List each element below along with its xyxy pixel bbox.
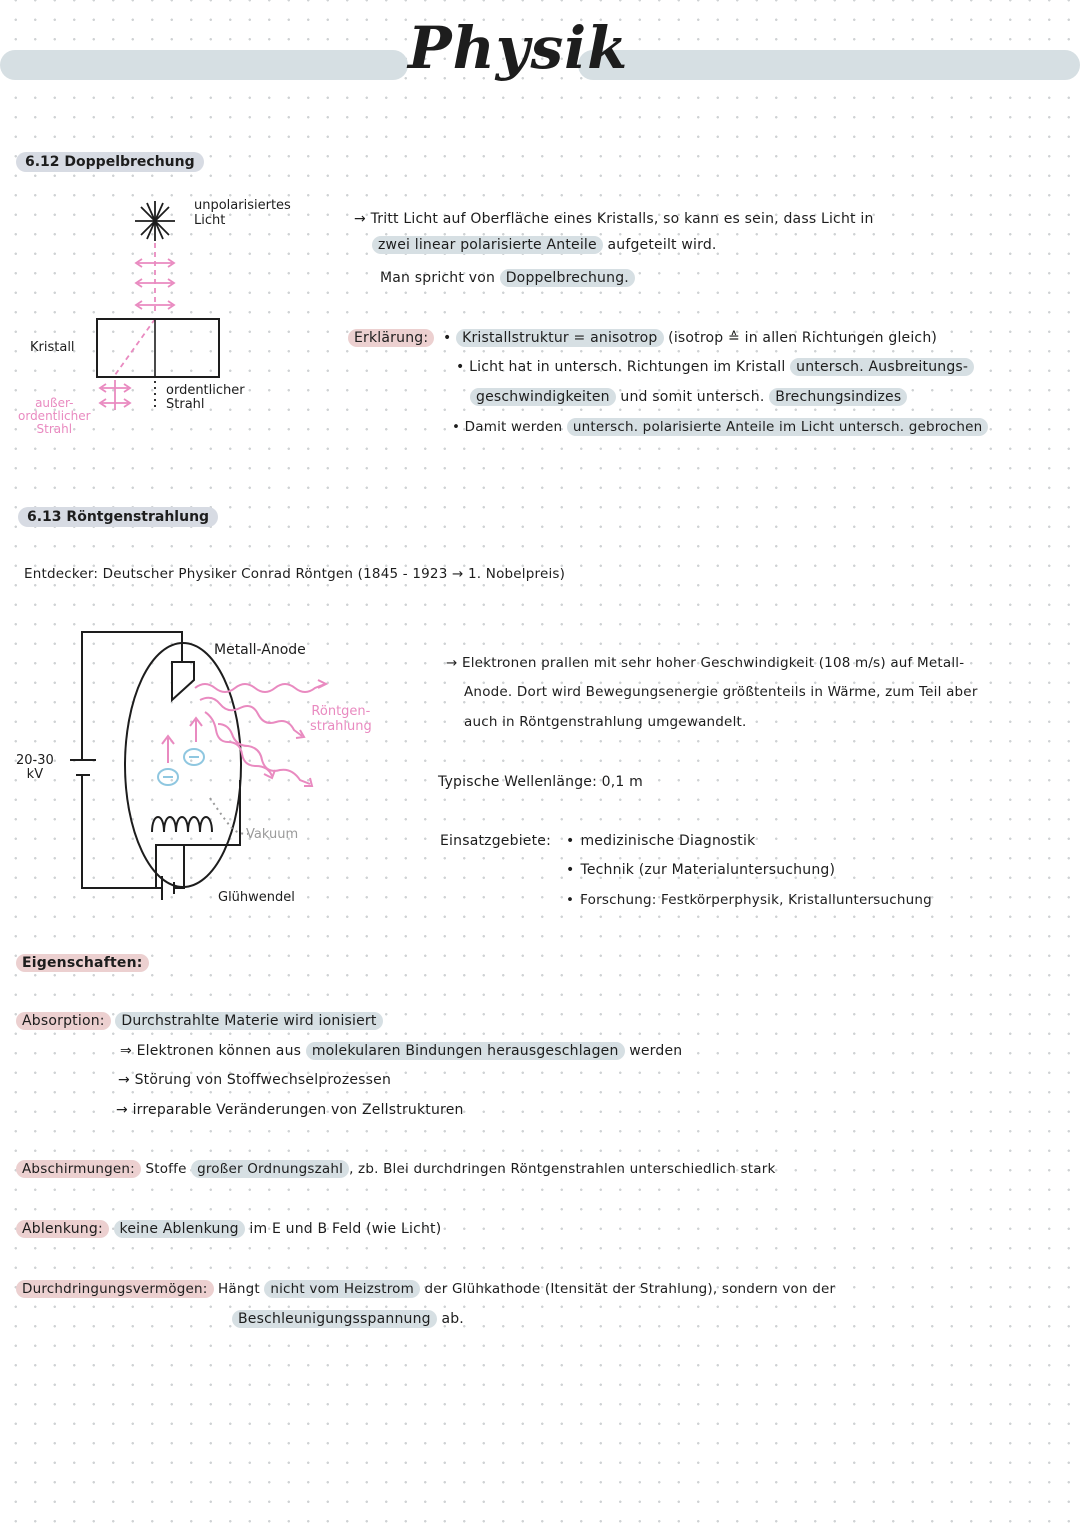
deflection-line: Ablenkung: keine Ablenkung im E und B Feld (wie Licht) [16, 1221, 441, 1237]
wavelength: Typische Wellenlänge: 0,1 m [438, 774, 644, 790]
intro-line-2 [372, 237, 717, 253]
name-line [380, 270, 635, 286]
xray-tube-diagram [0, 620, 420, 910]
crystal-box [97, 319, 219, 377]
shielding-highlight: großer Ordnungszahl [191, 1160, 349, 1178]
explanation-line-4: • Damit werden untersch. polarisierte Anteile im Licht untersch. gebrochen [452, 419, 988, 435]
header-bar-left [0, 50, 408, 80]
anode-label: Metall-Anode [214, 642, 306, 658]
explanation-2-prefix: Licht hat in untersch. Richtungen im Kristall [469, 359, 786, 375]
absorption-consequence-3: → irreparable Veränderungen von Zellstrukturen [116, 1102, 464, 1118]
absorption-consequence-2: → Störung von Stoffwechselprozessen [118, 1072, 392, 1088]
desc-line-1: → Elektronen prallen mit sehr hoher Geschwindigkeit (108 m/s) auf Metall- [446, 655, 965, 671]
explanation-2-mid: und somit untersch. [620, 389, 765, 405]
explanation-3-highlight: untersch. polarisierte Anteile im Licht untersch. gebrochen [567, 418, 989, 436]
deflection-label: Ablenkung: [16, 1220, 109, 1238]
absorption-label: Absorption: [16, 1012, 111, 1030]
explanation-1-highlight: Kristallstruktur = anisotrop [456, 329, 663, 347]
explanation-line-1: Erklärung: • Kristallstruktur = anisotrop (isotrop ≙ in allen Richtungen gleich) [348, 330, 937, 346]
shielding-line: Abschirmungen: Stoffe großer Ordnungszahl , zb. Blei durchdringen Röntgenstrahlen unterschiedlich stark [16, 1161, 776, 1177]
explanation-label: Erklärung: [348, 329, 434, 347]
penetration-line-2: Beschleunigungsspannung ab. [232, 1311, 464, 1327]
section-heading-doppelbrechung: 6.12 Doppelbrechung [16, 152, 204, 172]
uses-label: Einsatzgebiete: [440, 833, 552, 849]
absorption-line [16, 1013, 383, 1029]
electron-icons [158, 749, 204, 785]
absorption-consequence-highlight: molekularen Bindungen herausgeschlagen [306, 1042, 625, 1060]
use-item: • Forschung: Festkörperphysik, Kristalluntersuchung [566, 892, 932, 908]
absorption-consequence-1: ⇒ Elektronen können aus molekularen Bindungen herausgeschlagen werden [120, 1043, 683, 1059]
desc-line-2: Anode. Dort wird Bewegungsenergie größtenteils in Wärme, zum Teil aber [464, 684, 978, 700]
intro-highlight: zwei linear polarisierte Anteile [372, 236, 603, 254]
penetration-highlight: nicht vom Heizstrom [264, 1280, 420, 1298]
penetration-label: Durchdringungsvermögen: [16, 1280, 214, 1298]
filament-label: Glühwendel [218, 890, 295, 905]
explanation-line-2: • Licht hat in untersch. Richtungen im Kristall untersch. Ausbreitungs- [456, 359, 974, 375]
crystal-label: Kristall [30, 340, 75, 355]
name-highlight: Doppelbrechung. [500, 269, 635, 287]
section-heading-roentgen: 6.13 Röntgenstrahlung [18, 507, 218, 527]
xray-label: Röntgen- strahlung [310, 704, 372, 734]
intro-line-1: → Tritt Licht auf Oberfläche eines Kristalls, so kann es sein, dass Licht in [354, 211, 874, 227]
discoverer-line: Entdecker: Deutscher Physiker Conrad Röntgen (1845 - 1923 → 1. Nobelpreis) [24, 566, 566, 582]
extraordinary-ray-label: außer- ordentlicher Strahl [18, 396, 91, 436]
use-item: • Technik (zur Materialuntersuchung) [566, 862, 835, 878]
header-bar-right [578, 50, 1080, 80]
unpolarized-light-icon [135, 201, 175, 241]
penetration-highlight-2: Beschleunigungsspannung [232, 1310, 437, 1328]
intro-line-2-rest: aufgeteilt wird. [607, 237, 717, 253]
ordinary-ray-label: ordentlicher Strahl [166, 383, 245, 412]
properties-heading: Eigenschaften: [16, 955, 149, 971]
explanation-line-3 [470, 389, 907, 405]
name-prefix: Man spricht von [380, 270, 496, 286]
deflection-highlight: keine Ablenkung [114, 1220, 245, 1238]
penetration-line-1: Durchdringungsvermögen: Hängt nicht vom Heizstrom der Glühkathode (Itensität der Strahlung), sondern von der [16, 1281, 835, 1297]
explanation-3-prefix: Damit werden [464, 419, 563, 435]
explanation-2-highlight-1: untersch. Ausbreitungs- [790, 358, 974, 376]
use-item: • medizinische Diagnostik [566, 833, 755, 849]
explanation-2-highlight-3: Brechungsindizes [769, 388, 907, 406]
vacuum-label: Vakuum [246, 827, 299, 842]
explanation-1-rest: (isotrop ≙ in allen Richtungen gleich) [668, 330, 938, 346]
page-title: Physik [408, 14, 629, 82]
shielding-label: Abschirmungen: [16, 1160, 141, 1178]
desc-line-3: auch in Röntgenstrahlung umgewandelt. [464, 714, 747, 730]
absorption-highlight: Durchstrahlte Materie wird ionisiert [115, 1012, 382, 1030]
explanation-2-highlight-2: geschwindigkeiten [470, 388, 616, 406]
unpolarized-light-label: unpolarisiertes Licht [194, 198, 291, 228]
voltage-label: 20-30 kV [16, 753, 54, 782]
